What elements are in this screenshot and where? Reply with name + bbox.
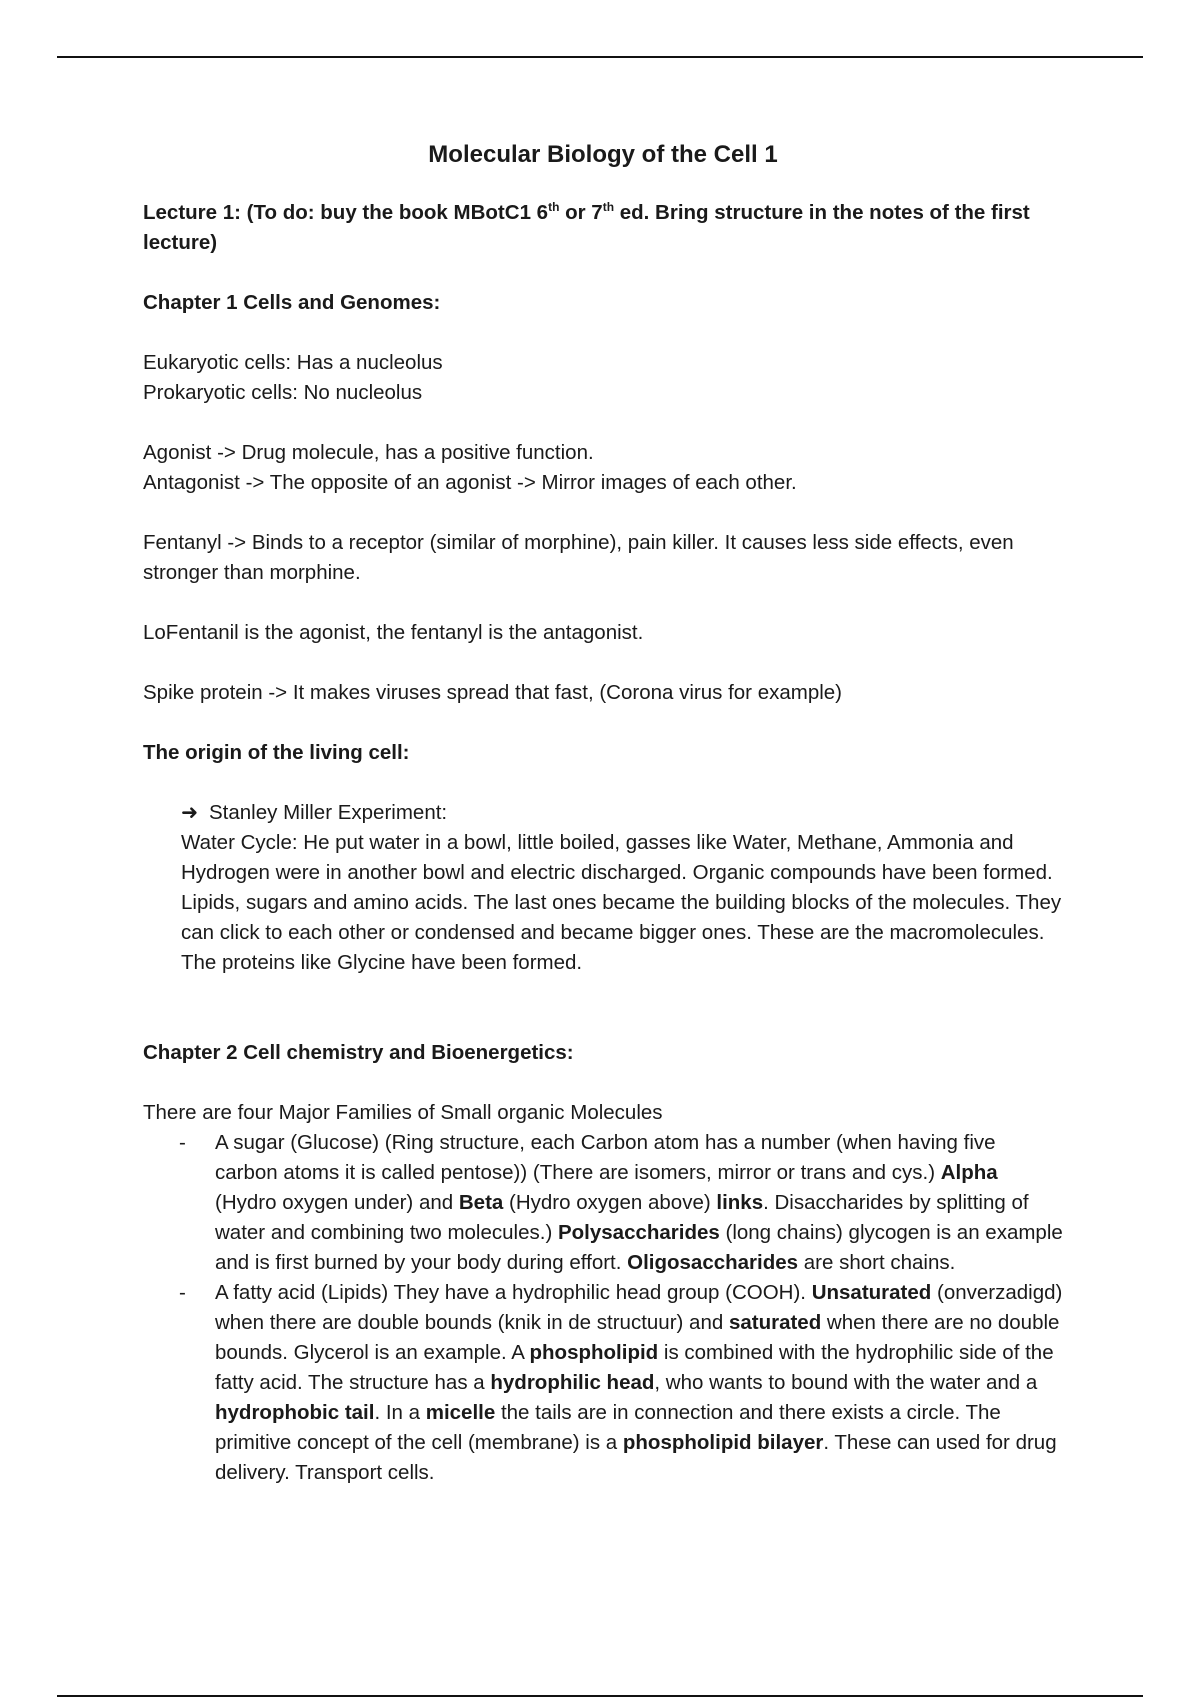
- sugar-bold-oligosaccharides: Oligosaccharides: [627, 1251, 799, 1274]
- lecture-prefix: Lecture 1: (To do: buy the book MBotC1 6: [143, 201, 549, 224]
- lecture-suffix: ed. Bring structure in the notes of the first lecture): [143, 201, 1030, 254]
- fatty-text-3: when there are no double bounds. Glycerol is an example. A: [215, 1311, 1060, 1364]
- sugar-text-2: (Hydro oxygen under) and: [215, 1191, 459, 1214]
- fatty-bold-saturated: saturated: [728, 1311, 822, 1334]
- fatty-text-2: (onverzadigd) when there are double bounds (knik in de structuur) and: [215, 1281, 1063, 1334]
- sugar-text-5: (long chains) glycogen is an example and is first burned by your body during effort.: [215, 1221, 1063, 1274]
- lofentanil-line: LoFentanil is the agonist, the fentanyl is the antagonist.: [143, 621, 644, 644]
- fatty-bold-phospholipid: phospholipid: [529, 1341, 659, 1364]
- sugar-text-1: A sugar (Glucose) (Ring structure, each Carbon atom has a number (when having five carbon atoms it is called pentose)) (There are isomers, mirror or trans and cys.): [215, 1131, 996, 1184]
- lecture-mid: or 7: [559, 201, 603, 224]
- fatty-text-4: is combined with the hydrophilic side of the fatty acid. The structure has a: [215, 1341, 1054, 1394]
- document-title: Molecular Biology of the Cell 1: [428, 141, 778, 168]
- sugar-text-3: (Hydro oxygen above): [503, 1191, 717, 1214]
- sugar-bold-links: links: [716, 1191, 764, 1214]
- sugar-text-4: . Disaccharides by splitting of water and combining two molecules.): [215, 1191, 1029, 1244]
- fatty-bold-hydrophobic-tail: hydrophobic tail: [215, 1401, 375, 1424]
- families-list: [143, 1128, 1063, 1488]
- chapter2-heading: Chapter 2 Cell chemistry and Bioenergetics:: [143, 1041, 574, 1064]
- fatty-text-7: the tails are in connection and there exists a circle. The primitive concept of the cell (membrane) is a: [215, 1401, 1001, 1454]
- fatty-text-5: , who wants to bound with the water and a: [654, 1371, 1038, 1394]
- lecture-line: [143, 198, 1063, 258]
- lecture-sup-1: th: [548, 200, 560, 215]
- sugar-bold-beta: Beta: [458, 1191, 504, 1214]
- footer-rule: [57, 1695, 1143, 1697]
- agonist-line: Agonist -> Drug molecule, has a positive function.: [143, 441, 594, 464]
- list-item-fatty-acid: [179, 1278, 1063, 1488]
- families-intro: There are four Major Families of Small organic Molecules: [143, 1101, 663, 1124]
- eukaryotic-line: Eukaryotic cells: Has a nucleolus: [143, 351, 443, 374]
- fatty-bold-unsaturated: Unsaturated: [811, 1281, 932, 1304]
- fatty-text-1: A fatty acid (Lipids) They have a hydrophilic head group (COOH).: [215, 1281, 812, 1304]
- dash-marker: -: [179, 1281, 186, 1304]
- fatty-bold-micelle: micelle: [425, 1401, 496, 1424]
- fatty-text-6: . In a: [374, 1401, 426, 1424]
- sugar-bold-polysaccharides: Polysaccharides: [557, 1221, 720, 1244]
- fatty-bold-phospholipid-bilayer: phospholipid bilayer: [622, 1431, 824, 1454]
- antagonist-line: Antagonist -> The opposite of an agonist -> Mirror images of each other.: [143, 471, 797, 494]
- miller-bullet-label: Stanley Miller Experiment:: [209, 801, 448, 824]
- miller-paragraph: Water Cycle: He put water in a bowl, little boiled, gasses like Water, Methane, Ammonia and Hydrogen were in another bowl and electric discharged. Organic compounds have been formed. Lipids, sugars and amino acids. The last ones became the building blocks of the molecules. They can click to each other or condensed and became bigger ones. These are the macromolecules. The proteins like Glycine have been formed.: [181, 831, 1062, 974]
- arrow-right-icon: ➜: [181, 801, 199, 824]
- fatty-text-8: . These can used for drug delivery. Transport cells.: [215, 1431, 1057, 1484]
- sugar-bold-alpha: Alpha: [940, 1161, 998, 1184]
- dash-marker: -: [179, 1131, 186, 1154]
- chapter1-heading: Chapter 1 Cells and Genomes:: [143, 291, 441, 314]
- fentanyl-paragraph: Fentanyl -> Binds to a receptor (similar of morphine), pain killer. It causes less side effects, even stronger than morphine.: [143, 531, 1014, 584]
- fatty-bold-hydrophilic-head: hydrophilic head: [490, 1371, 655, 1394]
- list-item-sugar: [179, 1128, 1063, 1278]
- sugar-text-6: are short chains.: [798, 1251, 956, 1274]
- header-rule: [57, 56, 1143, 58]
- lecture-sup-2: th: [602, 200, 615, 215]
- prokaryotic-line: Prokaryotic cells: No nucleolus: [143, 381, 423, 404]
- spike-line: Spike protein -> It makes viruses spread that fast, (Corona virus for example): [143, 681, 843, 704]
- miller-bullet: [181, 798, 1063, 828]
- document-page: [143, 140, 1063, 1488]
- origin-heading: The origin of the living cell:: [143, 741, 410, 764]
